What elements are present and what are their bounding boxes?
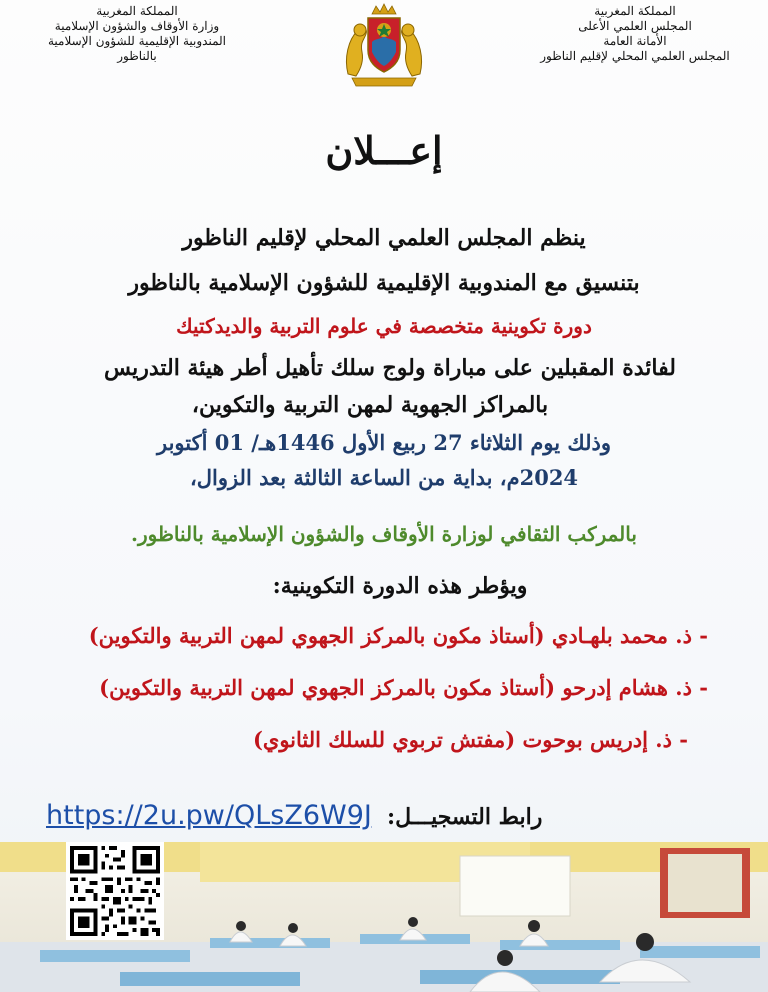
target-line-1: لفائدة المقبلين على مباراة ولوج سلك تأهيل أطر هيئة التدريس xyxy=(104,355,676,381)
header-left xyxy=(12,4,262,64)
trainer-item: - ذ. إدريس بوحوت (مفتش تربوي للسلك الثانوي) xyxy=(252,727,688,752)
header-right-line: المجلس العلمي المحلي لإقليم الناظور xyxy=(540,49,730,63)
intro-line-2: بتنسيق مع المندوبية الإقليمية للشؤون الإسلامية بالناظور xyxy=(128,270,640,296)
header-left-line: المملكة المغربية xyxy=(96,4,178,18)
header-left-line: وزارة الأوقاف والشؤون الإسلامية xyxy=(54,19,220,33)
intro-line-1: ينظم المجلس العلمي المحلي لإقليم الناظور xyxy=(182,225,586,251)
qr-code-icon xyxy=(66,842,164,940)
course-title: دورة تكوينية متخصصة في علوم التربية والديدكتيك xyxy=(176,314,592,338)
trainer-item: - ذ. محمد بلهـادي (أستاذ مكون بالمركز الجهوي لمهن التربية والتكوين) xyxy=(88,623,708,648)
header-left-line: المندوبية الإقليمية للشؤون الإسلامية xyxy=(48,34,226,48)
header-right-line: الأمانة العامة xyxy=(603,34,667,48)
header-right-line: المجلس العلمي الأعلى xyxy=(578,19,692,33)
page-title: إعـــلان xyxy=(325,128,443,173)
kingdom-emblem-icon xyxy=(334,2,434,88)
registration-link[interactable]: https://2u.pw/QLsZ6W9J xyxy=(46,800,372,831)
header-right xyxy=(530,4,740,64)
trainer-item: - ذ. هشام إدرحو (أستاذ مكون بالمركز الجهوي لمهن التربية والتكوين) xyxy=(99,675,708,700)
registration-row xyxy=(46,800,542,836)
header-right-line: المملكة المغربية xyxy=(594,4,676,18)
venue-text: بالمركب الثقافي لوزارة الأوقاف والشؤون الإسلامية بالناظور. xyxy=(131,522,637,546)
target-line-2: بالمراكز الجهوية لمهن التربية والتكوين، xyxy=(191,392,549,418)
registration-label: رابط التسجيـــل: xyxy=(386,804,543,830)
supervise-label: ويؤطر هذه الدورة التكوينية: xyxy=(272,573,528,599)
date-line-2: 2024م، بداية من الساعة الثالثة بعد الزوال، xyxy=(189,465,579,490)
date-line-1: وذلك يوم الثلاثاء 27 ربيع الأول 1446هـ/ 01 أكتوبر xyxy=(157,430,611,455)
header-left-line: بالناظور xyxy=(117,49,157,63)
